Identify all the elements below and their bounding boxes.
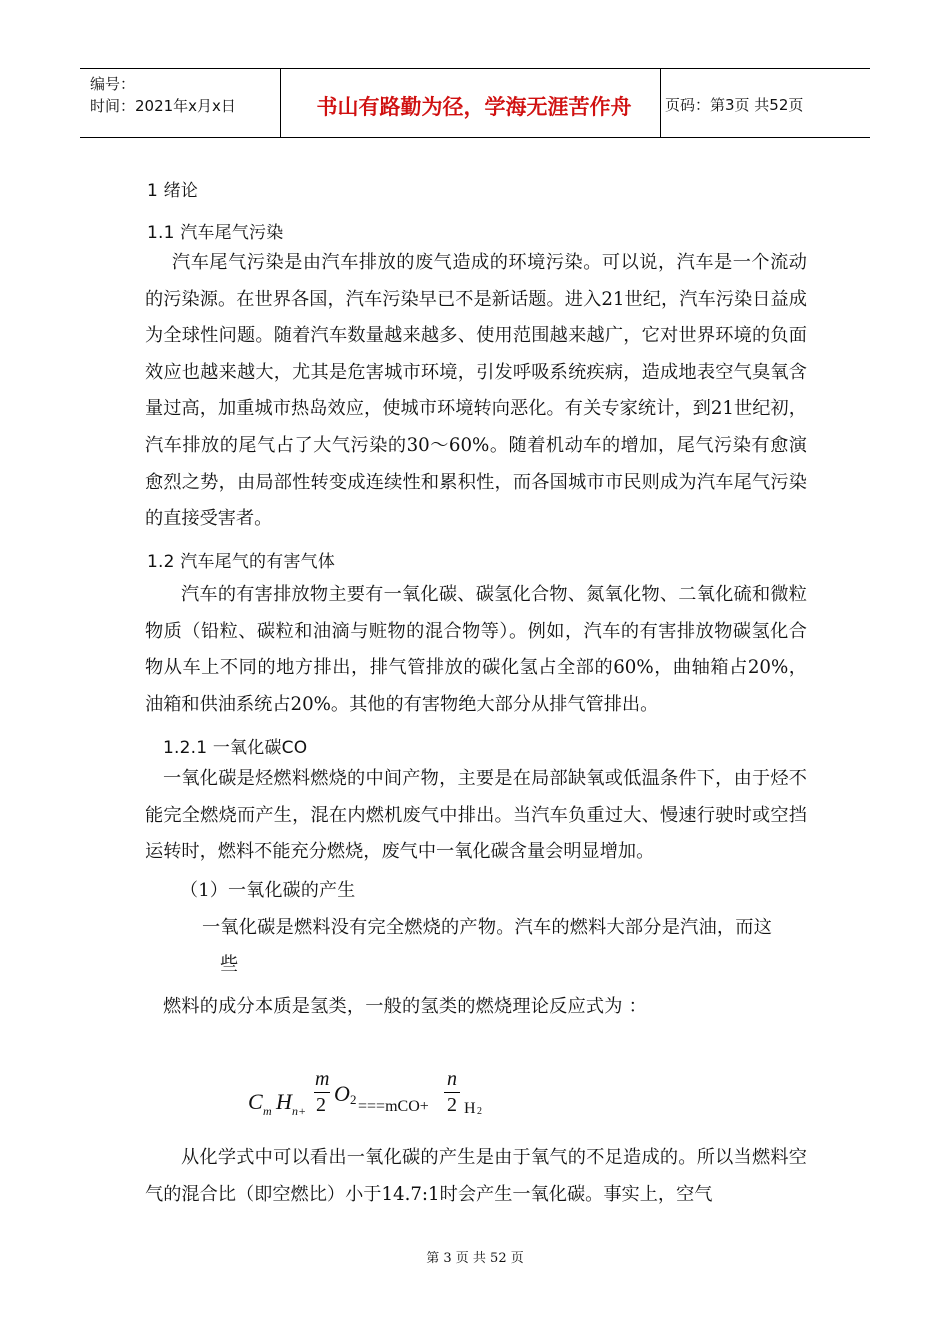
formula-frac1-den: 2 [316,1094,326,1116]
heading-1-2-1: 1.2.1 一氧化碳CO [163,738,308,758]
formula-equals: ===mCO+ [358,1098,429,1115]
header-divider [280,69,281,137]
formula-c: C [248,1089,263,1114]
header-motto: 书山有路勤为径，学海无涯苦作舟 [316,95,632,119]
formula-o: O [334,1081,350,1106]
paragraph-3: 一氧化碳是烃燃料燃烧的中间产物，主要是在局部缺氧或低温条件下，由于烃不能完全燃烧而产生，混在内燃机废气中排出。当汽车负重过大、慢速行驶时或空挡运转时，燃料不能充分燃烧，废气中一氧化碳含量会明显增加。 [145,768,807,863]
paragraph-2: 汽车的有害排放物主要有一氧化碳、碳氢化合物、氮氧化物、二氧化硫和微粒物质（铅粒、碳粒和油滴与赃物的混合物等）。例如，汽车的有害排放物碳氢化合物从车上不同的地方排出，排气管排放的碳化氢占全部的60%，曲轴箱占20%，油箱和供油系统占20%。其他的有害物绝大部分从排气管排出。 [145,584,807,715]
formula-frac1-num: m [315,1068,330,1090]
formula-tail: H [464,1100,476,1117]
subheading-1: （1）一氧化碳的产生 [180,880,356,901]
paragraph-4-line-3: 燃料的成分本质是氢类，一般的氢类的燃烧理论反应式为 ： [163,996,648,1017]
formula-tail-sub: 2 [477,1106,482,1117]
combustion-formula [246,1066,546,1126]
formula-o-sub: 2 [350,1092,357,1107]
paragraph-4-line-1: 一氧化碳是燃料没有完全燃烧的产物。汽车的燃料大部分是汽油，而这 [202,917,773,938]
formula-frac2-bar [444,1092,460,1093]
page-footer: 第 3 页 共 52 页 [426,1251,524,1266]
header-meta [90,73,236,117]
header-page-info: 页码：第3页 共52页 [665,96,804,114]
formula-c-sub: m [263,1104,272,1118]
formula-frac2-den: 2 [447,1094,457,1116]
formula-frac1-bar [314,1092,330,1093]
heading-1-2: 1.2 汽车尾气的有害气体 [147,552,336,572]
formula-h: H [276,1089,292,1114]
formula-h-sub: n+ [292,1104,307,1118]
formula-frac2-num: n [447,1068,457,1090]
number-label: 编号： [90,75,136,93]
page-header [80,68,870,138]
paragraph-4-line-2: 些 [220,954,239,975]
paragraph-5: 从化学式中可以看出一氧化碳的产生是由于氧气的不足造成的。所以当燃料空气的混合比（即空燃比）小于14.7:1时会产生一氧化碳。事实上，空气 [145,1147,807,1205]
heading-1: 1 绪论 [147,181,199,201]
paragraph-1: 汽车尾气污染是由汽车排放的废气造成的环境污染。可以说，汽车是一个流动的污染源。在世界各国，汽车污染早已不是新话题。进入21世纪，汽车污染日益成为全球性问题。随着汽车数量越来越多、使用范围越来越广，它对世界环境的负面效应也越来越大，尤其是危害城市环境，引发呼吸系统疾病，造成地表空气臭氧含量过高，加重城市热岛效应，使城市环境转向恶化。有关专家统计，到21世纪初，汽车排放的尾气占了大气污染的30～60%。随着机动车的增加，尾气污染有愈演愈烈之势，由局部性转变成连续性和累积性，而各国城市市民则成为汽车尾气污染的直接受害者。 [145,252,807,530]
heading-1-1: 1.1 汽车尾气污染 [147,223,284,243]
time-label: 时间：2021年x月x日 [90,97,236,115]
